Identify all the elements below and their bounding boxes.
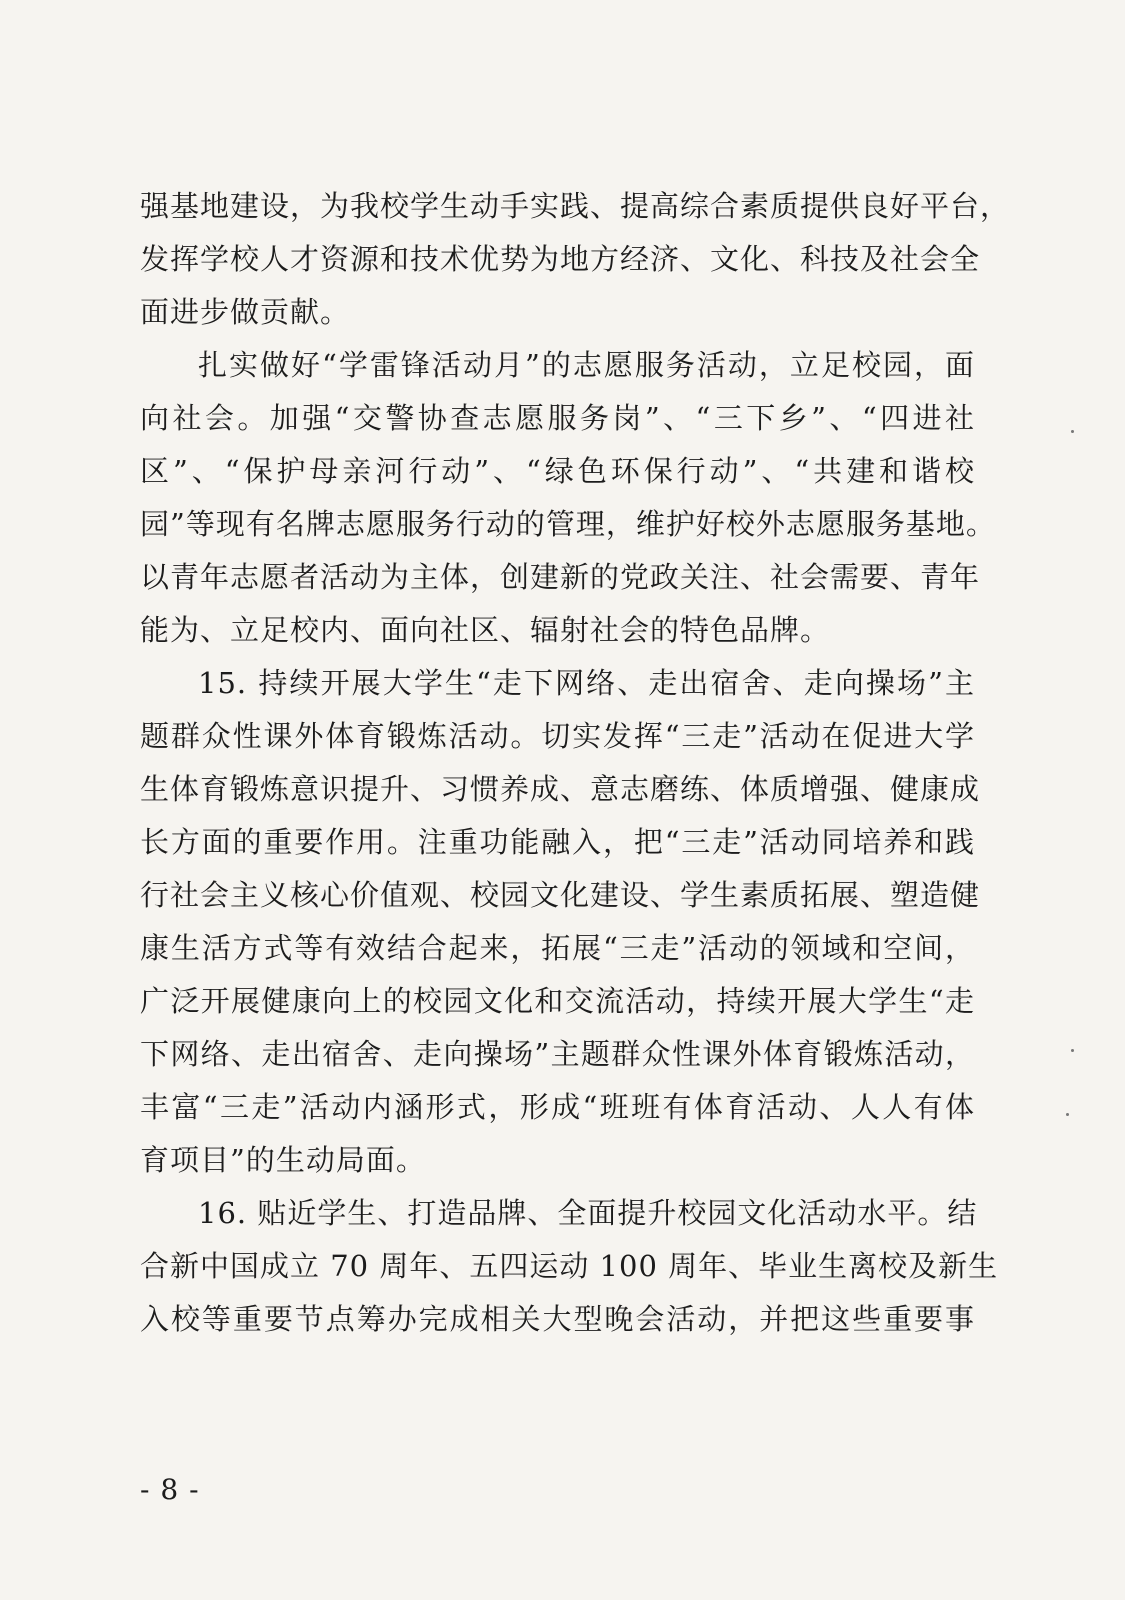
text-line: 强基地建设，为我校学生动手实践、提高综合素质提供良好平台， [140,189,1011,223]
text-line: 行社会主义核心价值观、校园文化建设、学生素质拓展、塑造健 [140,878,981,912]
text-line: 向社会。加强“交警协查志愿服务岗”、“三下乡”、“四进社 [140,401,975,435]
scan-speck [1066,1113,1069,1116]
document-body [140,180,1011,1346]
text-line: 面进步做贡献。 [140,295,351,329]
text-line: 合新中国成立 70 周年、五四运动 100 周年、毕业生离校及新生 [140,1249,999,1283]
text-line: 育项目”的生动局面。 [140,1143,426,1177]
scan-speck [1071,430,1074,433]
text-line: 以青年志愿者活动为主体，创建新的党政关注、社会需要、青年 [140,560,981,594]
text-line: 园”等现有名牌志愿服务行动的管理，维护好校外志愿服务基地。 [140,507,996,541]
text-line: 发挥学校人才资源和技术优势为地方经济、文化、科技及社会全 [140,242,981,276]
text-line: 入校等重要节点筹办完成相关大型晚会活动，并把这些重要事 [140,1302,975,1336]
scan-speck [1071,1049,1074,1052]
paragraph-first-line: 扎实做好“学雷锋活动月”的志愿服务活动，立足校园，面 [198,348,975,382]
text-line: 长方面的重要作用。注重功能融入，把“三走”活动同培养和践 [140,825,975,859]
text-line: 丰富“三走”活动内涵形式，形成“班班有体育活动、人人有体 [140,1090,975,1124]
section-16-heading-line: 16. 贴近学生、打造品牌、全面提升校园文化活动水平。结 [198,1196,978,1230]
text-line: 广泛开展健康向上的校园文化和交流活动，持续开展大学生“走 [140,984,975,1018]
text-line: 下网络、走出宿舍、走向操场”主题群众性课外体育锻炼活动， [140,1037,975,1071]
text-line: 生体育锻炼意识提升、习惯养成、意志磨练、体质增强、健康成 [140,772,981,806]
text-line: 能为、立足校内、面向社区、辐射社会的特色品牌。 [140,613,831,647]
page-number: - 8 - [140,1473,200,1506]
text-line: 题群众性课外体育锻炼活动。切实发挥“三走”活动在促进大学 [140,719,975,753]
section-15-heading-line: 15. 持续开展大学生“走下网络、走出宿舍、走向操场”主 [198,666,975,700]
text-line: 康生活方式等有效结合起来，拓展“三走”活动的领域和空间， [140,931,975,965]
text-line: 区”、“保护母亲河行动”、“绿色环保行动”、“共建和谐校 [140,454,975,488]
